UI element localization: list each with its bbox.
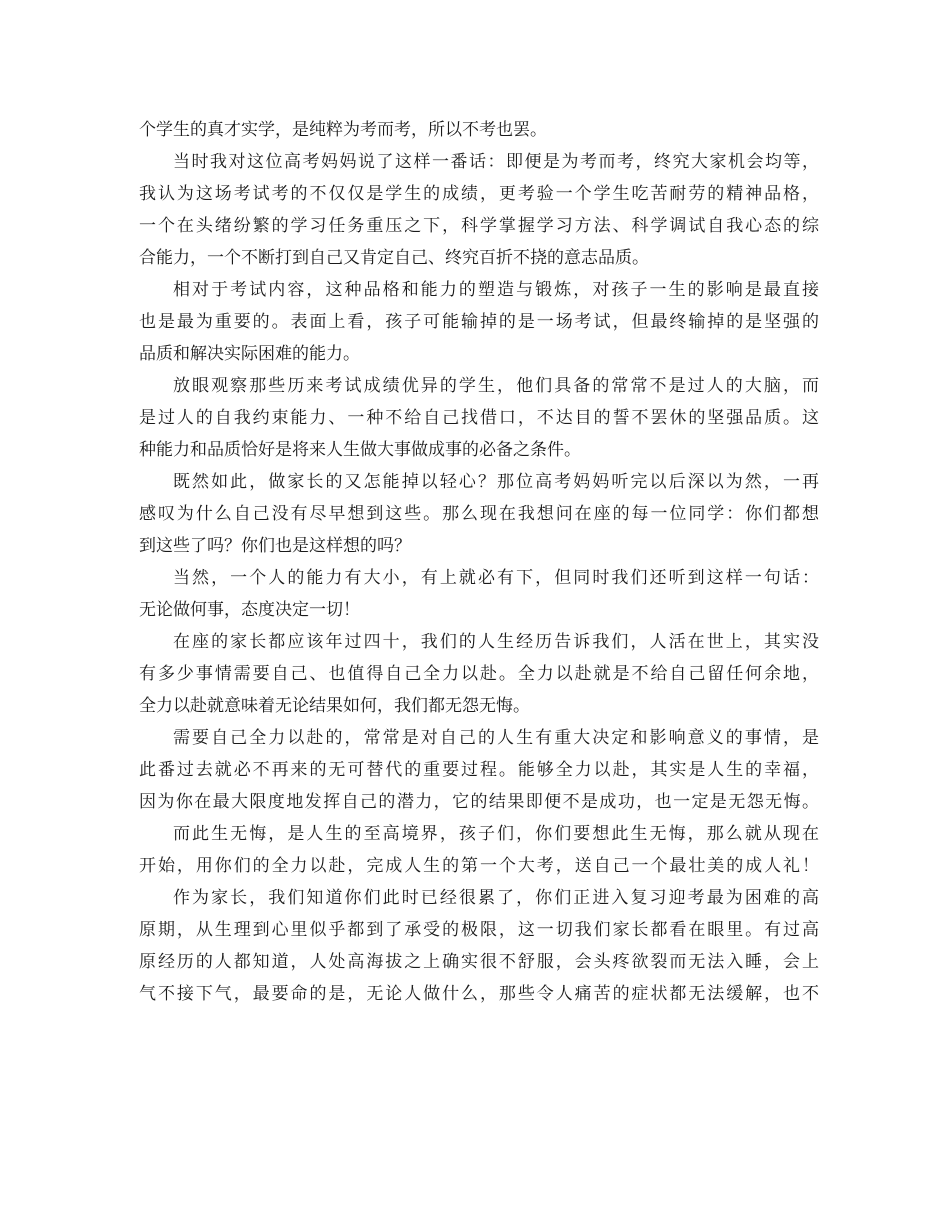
text-line: 种能力和品质恰好是将来人生做大事做成事的必备之条件。 [139, 440, 581, 460]
text-line: 而此生无悔，是人生的至高境界，孩子们，你们要想此生无悔，那么就从现在 [173, 824, 819, 844]
text-line: 在座的家长都应该年过四十，我们的人生经历告诉我们，人活在世上，其实没 [173, 632, 819, 652]
text-line: 到这些了吗？你们也是这样想的吗？ [139, 536, 411, 556]
text-line: 当然，一个人的能力有大小，有上就必有下，但同时我们还听到这样一句话： [173, 568, 819, 588]
text-line: 因为你在最大限度地发挥自己的潜力，它的结果即便不是成功，也一定是无怨无悔。 [139, 792, 819, 812]
text-line: 品质和解决实际困难的能力。 [139, 344, 360, 364]
text-line: 放眼观察那些历来考试成绩优异的学生，他们具备的常常不是过人的大脑，而 [173, 376, 819, 396]
text-line: 合能力，一个不断打到自己又肯定自己、终究百折不挠的意志品质。 [139, 248, 649, 268]
text-line: 感叹为什么自己没有尽早想到这些。那么现在我想问在座的每一位同学：你们都想 [139, 504, 819, 524]
text-line: 是过人的自我约束能力、一种不给自己找借口，不达目的誓不罢休的坚强品质。这 [139, 408, 819, 428]
text-line: 也是最为重要的。表面上看，孩子可能输掉的是一场考试，但最终输掉的是坚强的 [139, 312, 819, 332]
document-body [139, 114, 819, 1010]
text-line: 开始，用你们的全力以赴，完成人生的第一个大考，送自己一个最壮美的成人礼！ [139, 856, 819, 876]
text-line: 全力以赴就意味着无论结果如何，我们都无怨无悔。 [139, 696, 530, 716]
text-line: 原经历的人都知道，人处高海拔之上确实很不舒服，会头疼欲裂而无法入睡，会上 [139, 952, 819, 972]
text-line: 原期，从生理到心里似乎都到了承受的极限，这一切我们家长都看在眼里。有过高 [139, 920, 819, 940]
text-line: 气不接下气，最要命的是，无论人做什么，那些令人痛苦的症状都无法缓解，也不 [139, 984, 819, 1004]
text-line: 当时我对这位高考妈妈说了这样一番话：即便是为考而考，终究大家机会均等， [173, 152, 819, 172]
text-line: 此番过去就必不再来的无可替代的重要过程。能够全力以赴，其实是人生的幸福， [139, 760, 819, 780]
text-line: 个学生的真才实学，是纯粹为考而考，所以不考也罢。 [139, 120, 547, 140]
text-line: 既然如此，做家长的又怎能掉以轻心？那位高考妈妈听完以后深以为然，一再 [173, 472, 819, 492]
text-line: 无论做何事，态度决定一切！ [139, 600, 360, 620]
text-line: 需要自己全力以赴的，常常是对自己的人生有重大决定和影响意义的事情，是 [173, 728, 819, 748]
text-line: 作为家长，我们知道你们此时已经很累了，你们正进入复习迎考最为困难的高 [173, 888, 819, 908]
text-line: 相对于考试内容，这种品格和能力的塑造与锻炼，对孩子一生的影响是最直接 [173, 280, 819, 300]
text-line: 有多少事情需要自己、也值得自己全力以赴。全力以赴就是不给自己留任何余地， [139, 664, 819, 684]
text-line: 我认为这场考试考的不仅仅是学生的成绩，更考验一个学生吃苦耐劳的精神品格， [139, 184, 819, 204]
text-line: 一个在头绪纷繁的学习任务重压之下，科学掌握学习方法、科学调试自我心态的综 [139, 216, 819, 236]
